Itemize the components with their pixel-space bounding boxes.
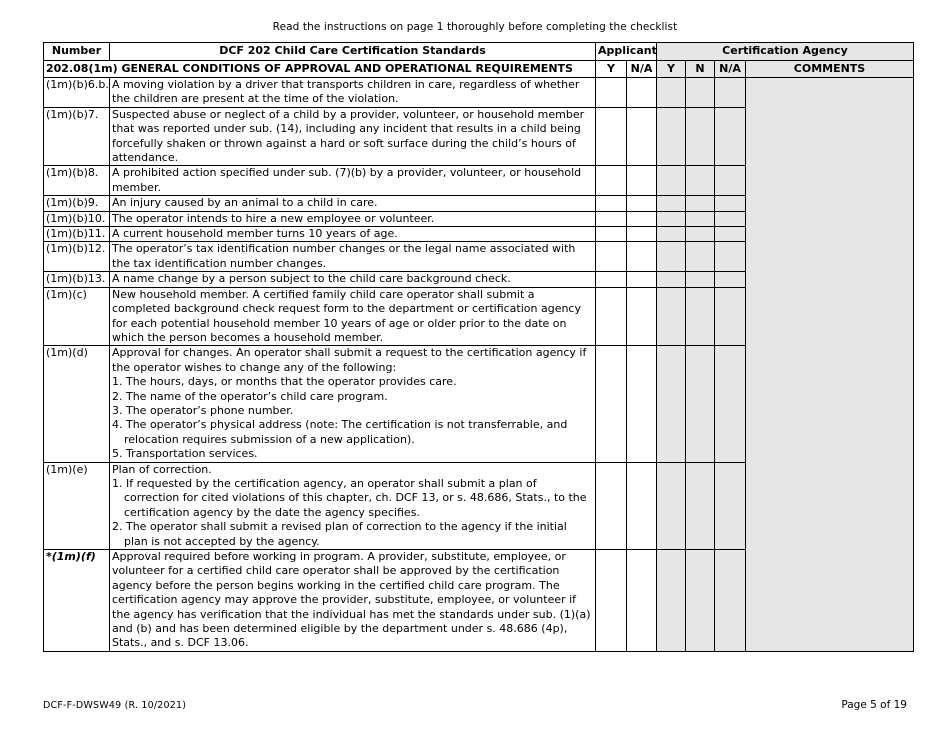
applicant-na-box[interactable] — [627, 227, 657, 242]
section-title: 202.08(1m) GENERAL CONDITIONS OF APPROVAL AND OPERATIONAL REQUIREMENTS — [44, 61, 596, 78]
page-number: Page 5 of 19 — [841, 699, 907, 711]
comments-header: COMMENTS — [746, 61, 914, 78]
applicant-y-header: Y — [596, 61, 627, 78]
applicant-na-box[interactable] — [627, 196, 657, 211]
applicant-na-header: N/A — [627, 61, 657, 78]
standard-text-line: A name change by a person subject to the child care background check. — [112, 272, 511, 286]
standard-text — [110, 78, 596, 108]
agency-y-box[interactable] — [657, 550, 686, 652]
standard-number: (1m)(b)6.b. — [44, 78, 110, 108]
standard-text — [110, 227, 596, 242]
section-header-row — [44, 61, 914, 78]
standard-number: (1m)(b)12. — [44, 242, 110, 272]
applicant-y-box[interactable] — [596, 272, 627, 287]
agency-n-box[interactable] — [686, 107, 715, 166]
agency-y-box[interactable] — [657, 107, 686, 166]
standard-text — [110, 107, 596, 166]
agency-n-box[interactable] — [686, 227, 715, 242]
table-row — [44, 78, 914, 108]
applicant-y-box[interactable] — [596, 166, 627, 196]
agency-na-box[interactable] — [715, 287, 746, 346]
agency-n-box[interactable] — [686, 196, 715, 211]
checklist-table — [43, 42, 914, 652]
standard-text-line: The operator’s tax identification number changes or the legal name associated with the tax identification number changes. — [112, 242, 576, 270]
agency-y-box[interactable] — [657, 78, 686, 108]
standard-text-line: Plan of correction. — [112, 462, 212, 476]
standard-text — [110, 462, 596, 549]
standard-number: (1m)(b)10. — [44, 211, 110, 226]
standard-text — [110, 211, 596, 226]
agency-na-box[interactable] — [715, 211, 746, 226]
applicant-y-box[interactable] — [596, 462, 627, 549]
agency-n-box[interactable] — [686, 346, 715, 462]
agency-n-box[interactable] — [686, 166, 715, 196]
standard-text-line: New household member. A certified family child care operator shall submit a completed background check request form to the department or certification agency for each potential household member 10 years of age or older prior to the date on which the person becomes a household member. — [112, 287, 581, 344]
applicant-na-box[interactable] — [627, 462, 657, 549]
agency-n-box[interactable] — [686, 78, 715, 108]
standard-text — [110, 287, 596, 346]
standard-number: (1m)(d) — [44, 346, 110, 462]
agency-n-box[interactable] — [686, 211, 715, 226]
agency-n-box[interactable] — [686, 272, 715, 287]
standard-text-line: 1. The hours, days, or months that the operator provides care. — [112, 375, 457, 389]
standard-text-line: 2. The operator shall submit a revised plan of correction to the agency if the initial plan is not accepted by the agency. — [112, 520, 567, 548]
applicant-na-box[interactable] — [627, 242, 657, 272]
col-standards-header: DCF 202 Child Care Certification Standards — [110, 43, 596, 61]
standard-text — [110, 346, 596, 462]
applicant-y-box[interactable] — [596, 78, 627, 108]
standard-text — [110, 272, 596, 287]
standard-text-line: 5. Transportation services. — [112, 447, 258, 461]
agency-na-box[interactable] — [715, 196, 746, 211]
standard-text-line: 4. The operator’s physical address (note: The certification is not transferrable, and relocation requires submission of a new application). — [112, 418, 568, 446]
agency-y-box[interactable] — [657, 287, 686, 346]
standard-text-line: 3. The operator’s phone number. — [112, 403, 294, 417]
standard-text — [110, 550, 596, 652]
applicant-y-box[interactable] — [596, 287, 627, 346]
agency-na-box[interactable] — [715, 550, 746, 652]
standard-number: *(1m)(f) — [44, 550, 110, 652]
header-row — [44, 43, 914, 61]
standard-text-line: Suspected abuse or neglect of a child by a provider, volunteer, or household member that was reported under sub. (14), including any incident that results in a child being forcefully shaken or thrown against a hard or soft surface during the child’s hours of attendance. — [112, 107, 585, 165]
standard-text-line: A current household member turns 10 years of age. — [112, 227, 398, 241]
standard-number: (1m)(b)9. — [44, 196, 110, 211]
agency-na-box[interactable] — [715, 227, 746, 242]
applicant-y-box[interactable] — [596, 211, 627, 226]
applicant-na-box[interactable] — [627, 550, 657, 652]
agency-na-box[interactable] — [715, 78, 746, 108]
standard-number: (1m)(c) — [44, 287, 110, 346]
applicant-y-box[interactable] — [596, 550, 627, 652]
form-id: DCF-F-DWSW49 (R. 10/2021) — [43, 700, 187, 711]
standard-number: (1m)(b)11. — [44, 227, 110, 242]
standard-text-line: A moving violation by a driver that transports children in care, regardless of whether the children are present at the time of the violation. — [112, 78, 580, 106]
instructions-note: Read the instructions on page 1 thoroughly before completing the checklist — [272, 21, 678, 33]
comments-cell[interactable] — [746, 78, 914, 652]
agency-na-box[interactable] — [715, 346, 746, 462]
applicant-y-box[interactable] — [596, 242, 627, 272]
agency-na-box[interactable] — [715, 272, 746, 287]
col-number-header: Number — [44, 43, 110, 61]
agency-y-box[interactable] — [657, 227, 686, 242]
agency-y-box[interactable] — [657, 196, 686, 211]
agency-n-box[interactable] — [686, 287, 715, 346]
standard-text — [110, 166, 596, 196]
col-agency-header: Certification Agency — [657, 43, 914, 61]
agency-n-box[interactable] — [686, 242, 715, 272]
agency-na-box[interactable] — [715, 462, 746, 549]
standard-number: (1m)(b)13. — [44, 272, 110, 287]
standard-number: (1m)(e) — [44, 462, 110, 549]
agency-y-header: Y — [657, 61, 686, 78]
agency-y-box[interactable] — [657, 242, 686, 272]
applicant-y-box[interactable] — [596, 227, 627, 242]
agency-na-box[interactable] — [715, 166, 746, 196]
agency-n-header: N — [686, 61, 715, 78]
agency-y-box[interactable] — [657, 211, 686, 226]
applicant-na-box[interactable] — [627, 211, 657, 226]
agency-n-box[interactable] — [686, 550, 715, 652]
standard-text-line: 1. If requested by the certification agency, an operator shall submit a plan of correction for cited violations of this chapter, ch. DCF 13, or s. 48.686, Stats., to the certification agency by the date the agency specifies. — [112, 476, 587, 519]
standard-text-line: 2. The name of the operator’s child care program. — [112, 389, 388, 403]
applicant-na-box[interactable] — [627, 346, 657, 462]
agency-y-box[interactable] — [657, 166, 686, 196]
agency-na-box[interactable] — [715, 107, 746, 166]
applicant-na-box[interactable] — [627, 107, 657, 166]
applicant-y-box[interactable] — [596, 107, 627, 166]
standard-text-line: An injury caused by an animal to a child in care. — [112, 196, 378, 210]
applicant-na-box[interactable] — [627, 272, 657, 287]
standard-text-line: A prohibited action specified under sub. (7)(b) by a provider, volunteer, or household member. — [112, 166, 582, 194]
col-applicant-header: Applicant — [596, 43, 657, 61]
agency-na-box[interactable] — [715, 242, 746, 272]
applicant-na-box[interactable] — [627, 166, 657, 196]
standard-text-line: Approval required before working in program. A provider, substitute, employee, or volunteer for a certified child care operator shall be approved by the certification agency before the person begins working in the certified child care program. The certification agency may approve the provider, substitute, employee, or volunteer if the agency has verification that the individual has met the standards under sub. (1)(a) and (b) and has been determined eligible by the department under s. 48.686 (4p), Stats., and s. DCF 13.06. — [112, 550, 591, 650]
standard-text — [110, 242, 596, 272]
agency-y-box[interactable] — [657, 462, 686, 549]
applicant-na-box[interactable] — [627, 78, 657, 108]
standard-number: (1m)(b)7. — [44, 107, 110, 166]
applicant-y-box[interactable] — [596, 196, 627, 211]
agency-y-box[interactable] — [657, 272, 686, 287]
standard-text — [110, 196, 596, 211]
agency-n-box[interactable] — [686, 462, 715, 549]
standard-text-line: Approval for changes. An operator shall submit a request to the certification agency if the operator wishes to change any of the following: — [112, 346, 587, 374]
applicant-y-box[interactable] — [596, 346, 627, 462]
agency-na-header: N/A — [715, 61, 746, 78]
standard-text-line: The operator intends to hire a new employee or volunteer. — [112, 211, 435, 225]
agency-y-box[interactable] — [657, 346, 686, 462]
standard-number: (1m)(b)8. — [44, 166, 110, 196]
applicant-na-box[interactable] — [627, 287, 657, 346]
